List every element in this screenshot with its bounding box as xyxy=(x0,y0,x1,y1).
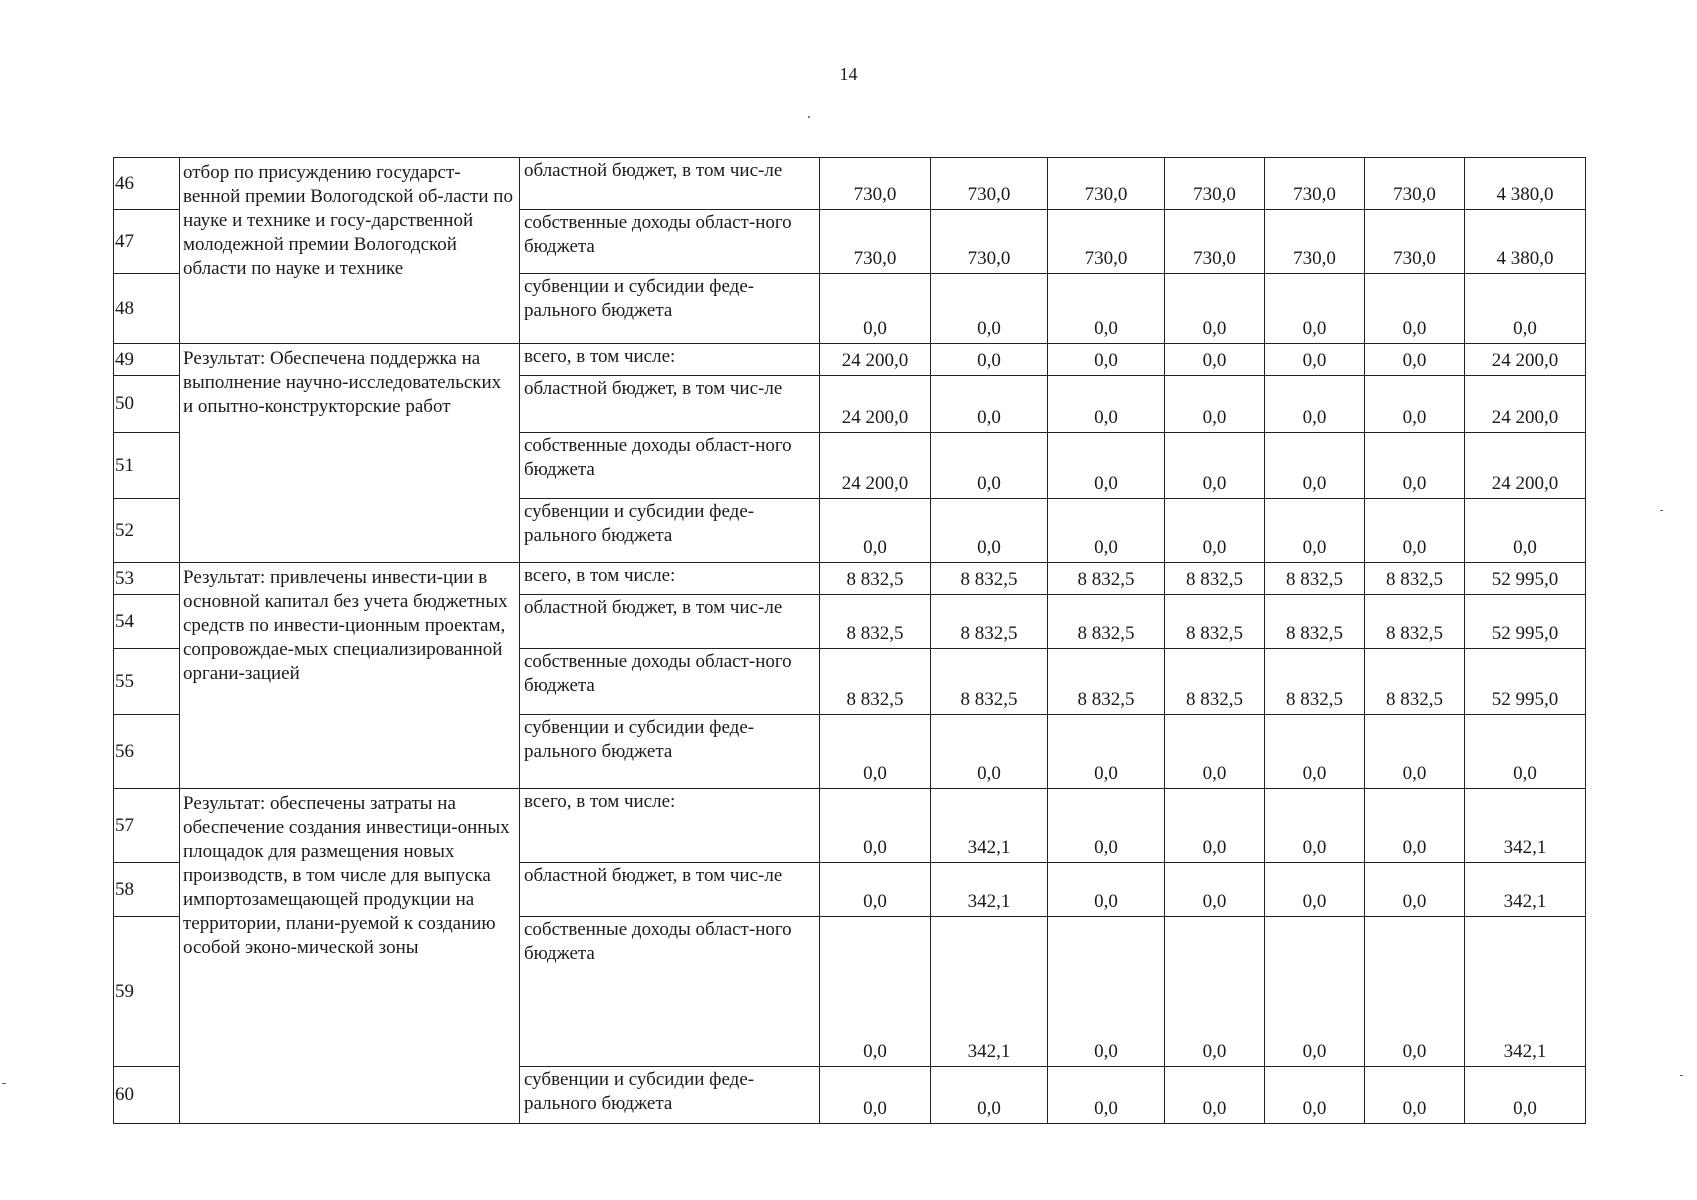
total-value: 0,0 xyxy=(1465,274,1586,344)
year-value: 8 832,5 xyxy=(1265,649,1365,715)
year-value: 342,1 xyxy=(931,863,1048,917)
table-row xyxy=(114,789,1586,863)
funding-source: областной бюджет, в том чис-ле xyxy=(520,376,820,433)
year-value: 0,0 xyxy=(1265,1067,1365,1124)
year-value: 0,0 xyxy=(820,917,931,1067)
year-value: 0,0 xyxy=(931,274,1048,344)
year-value: 0,0 xyxy=(820,789,931,863)
funding-source: собственные доходы област-ного бюджета xyxy=(520,917,820,1067)
year-value: 0,0 xyxy=(1365,274,1465,344)
total-value: 24 200,0 xyxy=(1465,376,1586,433)
total-value: 342,1 xyxy=(1465,863,1586,917)
row-number: 54 xyxy=(114,595,180,649)
year-value: 0,0 xyxy=(1165,863,1265,917)
year-value: 730,0 xyxy=(1365,210,1465,274)
row-number: 47 xyxy=(114,210,180,274)
measure-description: Результат: обеспечены затраты на обеспечение создания инвестици-онных площадок для размещения новых производств, в том числе для выпуска импортозамещающей продукции на территории, плани-руемой к созданию особой эконо-мической зоны xyxy=(180,789,520,1124)
row-number: 46 xyxy=(114,158,180,210)
year-value: 0,0 xyxy=(931,499,1048,563)
scan-speck xyxy=(2,1083,6,1084)
year-value: 8 832,5 xyxy=(1048,563,1165,595)
row-number: 51 xyxy=(114,433,180,499)
year-value: 8 832,5 xyxy=(1265,563,1365,595)
year-value: 8 832,5 xyxy=(820,563,931,595)
year-value: 0,0 xyxy=(1265,274,1365,344)
year-value: 0,0 xyxy=(931,1067,1048,1124)
year-value: 730,0 xyxy=(931,158,1048,210)
year-value: 8 832,5 xyxy=(1265,595,1365,649)
total-value: 52 995,0 xyxy=(1465,595,1586,649)
year-value: 730,0 xyxy=(1265,210,1365,274)
year-value: 0,0 xyxy=(1365,863,1465,917)
year-value: 8 832,5 xyxy=(1048,649,1165,715)
year-value: 8 832,5 xyxy=(820,649,931,715)
year-value: 0,0 xyxy=(1165,499,1265,563)
year-value: 24 200,0 xyxy=(820,376,931,433)
year-value: 342,1 xyxy=(931,917,1048,1067)
year-value: 0,0 xyxy=(1165,274,1265,344)
year-value: 8 832,5 xyxy=(1048,595,1165,649)
row-number: 52 xyxy=(114,499,180,563)
funding-source: субвенции и субсидии феде-рального бюджета xyxy=(520,715,820,789)
year-value: 8 832,5 xyxy=(931,595,1048,649)
funding-source: областной бюджет, в том чис-ле xyxy=(520,595,820,649)
row-number: 53 xyxy=(114,563,180,595)
year-value: 0,0 xyxy=(1365,433,1465,499)
year-value: 0,0 xyxy=(820,863,931,917)
year-value: 0,0 xyxy=(1165,1067,1265,1124)
page-number: 14 xyxy=(839,64,858,84)
total-value: 342,1 xyxy=(1465,789,1586,863)
year-value: 8 832,5 xyxy=(1365,563,1465,595)
year-value: 0,0 xyxy=(1165,376,1265,433)
measure-description: Результат: привлечены инвести-ции в основной капитал без учета бюджетных средств по инвести-ционным проектам, сопровождае-мых специализированной органи-зацией xyxy=(180,563,520,789)
year-value: 0,0 xyxy=(1365,376,1465,433)
year-value: 24 200,0 xyxy=(820,433,931,499)
year-value: 0,0 xyxy=(931,715,1048,789)
funding-source: всего, в том числе: xyxy=(520,789,820,863)
year-value: 0,0 xyxy=(1365,917,1465,1067)
year-value: 730,0 xyxy=(1165,210,1265,274)
year-value: 0,0 xyxy=(1165,344,1265,376)
year-value: 0,0 xyxy=(1165,917,1265,1067)
year-value: 0,0 xyxy=(1048,376,1165,433)
table-body xyxy=(114,158,1586,1124)
year-value: 0,0 xyxy=(931,344,1048,376)
year-value: 0,0 xyxy=(1265,917,1365,1067)
row-number: 59 xyxy=(114,917,180,1067)
year-value: 0,0 xyxy=(1048,433,1165,499)
year-value: 0,0 xyxy=(1165,433,1265,499)
year-value: 0,0 xyxy=(1265,499,1365,563)
year-value: 8 832,5 xyxy=(1165,595,1265,649)
year-value: 730,0 xyxy=(1048,210,1165,274)
measure-description: Результат: Обеспечена поддержка на выполнение научно-исследовательских и опытно-конструкторские работ xyxy=(180,344,520,563)
funding-source: собственные доходы област-ного бюджета xyxy=(520,210,820,274)
year-value: 0,0 xyxy=(1048,344,1165,376)
total-value: 0,0 xyxy=(1465,1067,1586,1124)
funding-source: субвенции и субсидии феде-рального бюджета xyxy=(520,274,820,344)
year-value: 0,0 xyxy=(1048,789,1165,863)
year-value: 0,0 xyxy=(1165,789,1265,863)
year-value: 0,0 xyxy=(931,376,1048,433)
total-value: 4 380,0 xyxy=(1465,210,1586,274)
year-value: 8 832,5 xyxy=(1365,649,1465,715)
year-value: 0,0 xyxy=(820,499,931,563)
year-value: 730,0 xyxy=(1165,158,1265,210)
total-value: 52 995,0 xyxy=(1465,563,1586,595)
funding-source: областной бюджет, в том чис-ле xyxy=(520,158,820,210)
year-value: 0,0 xyxy=(1165,715,1265,789)
year-value: 8 832,5 xyxy=(931,649,1048,715)
year-value: 0,0 xyxy=(1048,274,1165,344)
table-row xyxy=(114,563,1586,595)
funding-source: всего, в том числе: xyxy=(520,563,820,595)
year-value: 342,1 xyxy=(931,789,1048,863)
scan-speck xyxy=(808,116,810,118)
year-value: 0,0 xyxy=(1265,376,1365,433)
year-value: 8 832,5 xyxy=(820,595,931,649)
table-row xyxy=(114,344,1586,376)
total-value: 0,0 xyxy=(1465,499,1586,563)
funding-source: областной бюджет, в том чис-ле xyxy=(520,863,820,917)
total-value: 24 200,0 xyxy=(1465,433,1586,499)
measure-description: отбор по присуждению государст-венной премии Вологодской об-ласти по науке и технике и госу-дарственной молодежной премии Вологодской области по науке и технике xyxy=(180,158,520,344)
year-value: 730,0 xyxy=(820,158,931,210)
row-number: 58 xyxy=(114,863,180,917)
year-value: 0,0 xyxy=(931,433,1048,499)
year-value: 0,0 xyxy=(820,1067,931,1124)
year-value: 0,0 xyxy=(820,715,931,789)
year-value: 0,0 xyxy=(1265,433,1365,499)
year-value: 0,0 xyxy=(1048,715,1165,789)
total-value: 52 995,0 xyxy=(1465,649,1586,715)
year-value: 0,0 xyxy=(1265,789,1365,863)
row-number: 50 xyxy=(114,376,180,433)
year-value: 8 832,5 xyxy=(1365,595,1465,649)
budget-table xyxy=(113,157,1586,1124)
year-value: 0,0 xyxy=(1365,499,1465,563)
year-value: 0,0 xyxy=(820,274,931,344)
year-value: 0,0 xyxy=(1365,715,1465,789)
year-value: 730,0 xyxy=(1265,158,1365,210)
funding-source: всего, в том числе: xyxy=(520,344,820,376)
row-number: 57 xyxy=(114,789,180,863)
table-row xyxy=(114,158,1586,210)
year-value: 0,0 xyxy=(1265,863,1365,917)
year-value: 0,0 xyxy=(1365,1067,1465,1124)
row-number: 49 xyxy=(114,344,180,376)
funding-source: собственные доходы област-ного бюджета xyxy=(520,649,820,715)
total-value: 24 200,0 xyxy=(1465,344,1586,376)
scan-speck xyxy=(1680,1075,1683,1076)
year-value: 730,0 xyxy=(1365,158,1465,210)
year-value: 0,0 xyxy=(1048,917,1165,1067)
funding-source: субвенции и субсидии феде-рального бюджета xyxy=(520,1067,820,1124)
total-value: 4 380,0 xyxy=(1465,158,1586,210)
scan-speck xyxy=(1660,510,1663,511)
year-value: 730,0 xyxy=(931,210,1048,274)
year-value: 730,0 xyxy=(1048,158,1165,210)
year-value: 0,0 xyxy=(1048,499,1165,563)
funding-source: субвенции и субсидии феде-рального бюджета xyxy=(520,499,820,563)
row-number: 55 xyxy=(114,649,180,715)
year-value: 8 832,5 xyxy=(1165,649,1265,715)
year-value: 24 200,0 xyxy=(820,344,931,376)
row-number: 56 xyxy=(114,715,180,789)
row-number: 60 xyxy=(114,1067,180,1124)
year-value: 8 832,5 xyxy=(1165,563,1265,595)
year-value: 0,0 xyxy=(1048,1067,1165,1124)
year-value: 0,0 xyxy=(1365,344,1465,376)
funding-source: собственные доходы област-ного бюджета xyxy=(520,433,820,499)
year-value: 730,0 xyxy=(820,210,931,274)
total-value: 342,1 xyxy=(1465,917,1586,1067)
year-value: 0,0 xyxy=(1048,863,1165,917)
year-value: 0,0 xyxy=(1365,789,1465,863)
year-value: 0,0 xyxy=(1265,344,1365,376)
total-value: 0,0 xyxy=(1465,715,1586,789)
row-number: 48 xyxy=(114,274,180,344)
year-value: 0,0 xyxy=(1265,715,1365,789)
year-value: 8 832,5 xyxy=(931,563,1048,595)
